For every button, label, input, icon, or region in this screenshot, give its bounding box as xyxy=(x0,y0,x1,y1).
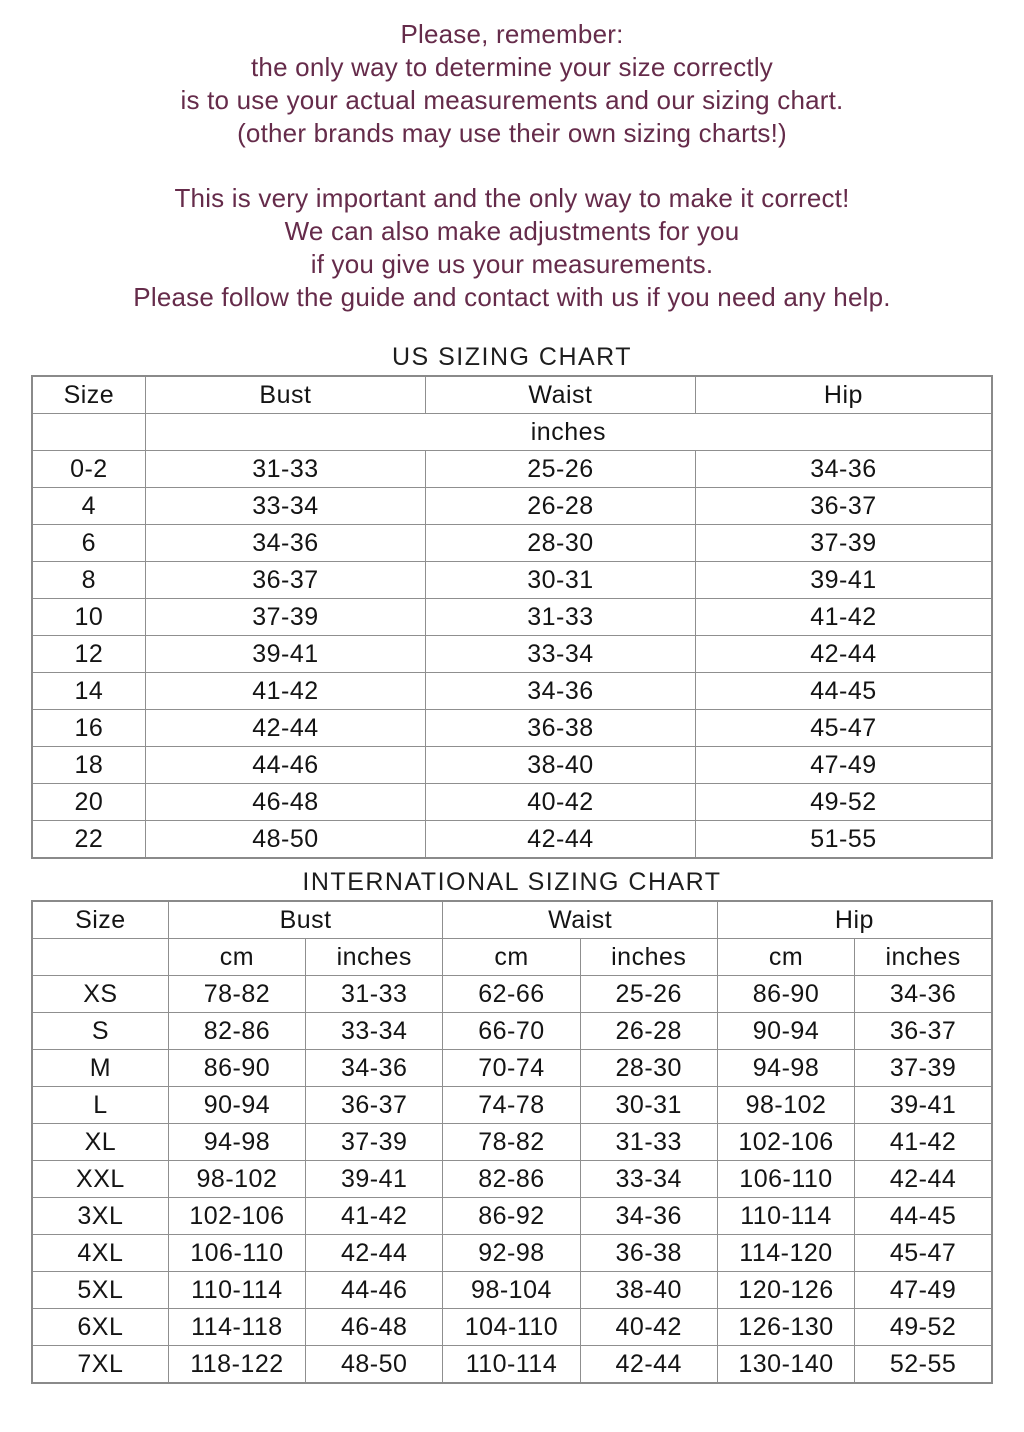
measurement-cell: 44-46 xyxy=(306,1272,443,1309)
measurement-cell: 48-50 xyxy=(145,821,425,859)
measurement-cell: 49-52 xyxy=(855,1309,992,1346)
table-row xyxy=(32,636,992,673)
measurement-cell: 34-36 xyxy=(855,976,992,1013)
table-row xyxy=(32,1309,992,1346)
measurement-cell: 33-34 xyxy=(145,488,425,525)
measurement-cell: 25-26 xyxy=(426,451,696,488)
measurement-cell: 82-86 xyxy=(443,1161,580,1198)
measurement-cell: 120-126 xyxy=(717,1272,854,1309)
measurement-cell: 36-37 xyxy=(145,562,425,599)
measurement-cell: 39-41 xyxy=(145,636,425,673)
measurement-cell: 33-34 xyxy=(426,636,696,673)
column-header-waist: Waist xyxy=(443,901,718,939)
measurement-cell: 62-66 xyxy=(443,976,580,1013)
size-cell: XL xyxy=(32,1124,168,1161)
measurement-cell: 86-90 xyxy=(168,1050,305,1087)
size-cell: 14 xyxy=(32,673,145,710)
measurement-cell: 74-78 xyxy=(443,1087,580,1124)
us-sizing-table xyxy=(31,375,993,859)
size-cell: 20 xyxy=(32,784,145,821)
intl-chart-title: INTERNATIONAL SIZING CHART xyxy=(302,868,722,896)
table-row xyxy=(32,673,992,710)
intro-line: Please follow the guide and contact with us if you need any help. xyxy=(133,282,891,312)
column-header-bust: Bust xyxy=(168,901,443,939)
size-cell: 6 xyxy=(32,525,145,562)
measurement-cell: 26-28 xyxy=(426,488,696,525)
table-row xyxy=(32,1346,992,1384)
size-cell: 18 xyxy=(32,747,145,784)
table-row xyxy=(32,599,992,636)
measurement-cell: 49-52 xyxy=(695,784,992,821)
size-cell: 10 xyxy=(32,599,145,636)
measurement-cell: 41-42 xyxy=(855,1124,992,1161)
measurement-cell: 40-42 xyxy=(580,1309,717,1346)
us-table-body xyxy=(32,451,992,859)
measurement-cell: 37-39 xyxy=(306,1124,443,1161)
unit-label-inches: inches xyxy=(306,939,443,976)
measurement-cell: 34-36 xyxy=(695,451,992,488)
measurement-cell: 106-110 xyxy=(168,1235,305,1272)
table-row xyxy=(32,710,992,747)
measurement-cell: 42-44 xyxy=(695,636,992,673)
measurement-cell: 102-106 xyxy=(717,1124,854,1161)
measurement-cell: 47-49 xyxy=(695,747,992,784)
table-row xyxy=(32,1087,992,1124)
international-sizing-table xyxy=(31,900,993,1384)
intl-header-row xyxy=(32,901,992,939)
measurement-cell: 36-38 xyxy=(426,710,696,747)
unit-label-inches: inches xyxy=(580,939,717,976)
unit-label-cm: cm xyxy=(717,939,854,976)
measurement-cell: 78-82 xyxy=(168,976,305,1013)
measurement-cell: 118-122 xyxy=(168,1346,305,1384)
measurement-cell: 104-110 xyxy=(443,1309,580,1346)
table-row xyxy=(32,747,992,784)
measurement-cell: 110-114 xyxy=(717,1198,854,1235)
measurement-cell: 52-55 xyxy=(855,1346,992,1384)
measurement-cell: 31-33 xyxy=(426,599,696,636)
measurement-cell: 92-98 xyxy=(443,1235,580,1272)
measurement-cell: 70-74 xyxy=(443,1050,580,1087)
us-chart-title: US SIZING CHART xyxy=(391,343,633,371)
size-cell: XS xyxy=(32,976,168,1013)
size-cell: L xyxy=(32,1087,168,1124)
table-row xyxy=(32,525,992,562)
us-unit-row xyxy=(32,414,992,451)
measurement-cell: 34-36 xyxy=(145,525,425,562)
table-row xyxy=(32,562,992,599)
column-header-size: Size xyxy=(32,901,168,939)
table-row xyxy=(32,1235,992,1272)
intl-unit-row xyxy=(32,939,992,976)
measurement-cell: 31-33 xyxy=(145,451,425,488)
measurement-cell: 38-40 xyxy=(426,747,696,784)
measurement-cell: 37-39 xyxy=(145,599,425,636)
measurement-cell: 110-114 xyxy=(443,1346,580,1384)
measurement-cell: 31-33 xyxy=(580,1124,717,1161)
size-cell: 16 xyxy=(32,710,145,747)
measurement-cell: 45-47 xyxy=(695,710,992,747)
measurement-cell: 126-130 xyxy=(717,1309,854,1346)
measurement-cell: 42-44 xyxy=(306,1235,443,1272)
measurement-cell: 30-31 xyxy=(426,562,696,599)
measurement-cell: 28-30 xyxy=(580,1050,717,1087)
column-header-hip: Hip xyxy=(717,901,992,939)
intro-paragraph-gap xyxy=(0,150,1024,182)
size-cell: 4 xyxy=(32,488,145,525)
intl-table-body xyxy=(32,976,992,1384)
measurement-cell: 33-34 xyxy=(306,1013,443,1050)
measurement-cell: 39-41 xyxy=(306,1161,443,1198)
column-header-hip: Hip xyxy=(695,376,992,414)
size-cell: 0-2 xyxy=(32,451,145,488)
measurement-cell: 106-110 xyxy=(717,1161,854,1198)
intro-line: the only way to determine your size correctly xyxy=(251,52,773,82)
intro-line: (other brands may use their own sizing charts!) xyxy=(237,118,787,148)
measurement-cell: 66-70 xyxy=(443,1013,580,1050)
size-cell: 8 xyxy=(32,562,145,599)
measurement-cell: 44-46 xyxy=(145,747,425,784)
measurement-cell: 41-42 xyxy=(695,599,992,636)
measurement-cell: 48-50 xyxy=(306,1346,443,1384)
size-cell: 6XL xyxy=(32,1309,168,1346)
measurement-cell: 42-44 xyxy=(580,1346,717,1384)
size-cell: 5XL xyxy=(32,1272,168,1309)
measurement-cell: 130-140 xyxy=(717,1346,854,1384)
measurement-cell: 38-40 xyxy=(580,1272,717,1309)
measurement-cell: 90-94 xyxy=(168,1087,305,1124)
measurement-cell: 94-98 xyxy=(168,1124,305,1161)
unit-label-inches: inches xyxy=(855,939,992,976)
measurement-cell: 33-34 xyxy=(580,1161,717,1198)
size-cell: 7XL xyxy=(32,1346,168,1384)
measurement-cell: 36-37 xyxy=(695,488,992,525)
empty-cell xyxy=(32,939,168,976)
table-row xyxy=(32,488,992,525)
measurement-cell: 44-45 xyxy=(695,673,992,710)
measurement-cell: 36-37 xyxy=(306,1087,443,1124)
measurement-cell: 44-45 xyxy=(855,1198,992,1235)
measurement-cell: 25-26 xyxy=(580,976,717,1013)
intro-text-block xyxy=(0,18,1024,314)
table-row xyxy=(32,1050,992,1087)
intro-line: is to use your actual measurements and our sizing chart. xyxy=(180,85,844,115)
measurement-cell: 51-55 xyxy=(695,821,992,859)
size-cell: M xyxy=(32,1050,168,1087)
measurement-cell: 86-92 xyxy=(443,1198,580,1235)
unit-label: inches xyxy=(145,414,992,451)
table-row xyxy=(32,784,992,821)
measurement-cell: 114-120 xyxy=(717,1235,854,1272)
measurement-cell: 26-28 xyxy=(580,1013,717,1050)
table-row xyxy=(32,1013,992,1050)
intro-line: Please, remember: xyxy=(400,19,624,49)
measurement-cell: 46-48 xyxy=(306,1309,443,1346)
measurement-cell: 39-41 xyxy=(695,562,992,599)
measurement-cell: 45-47 xyxy=(855,1235,992,1272)
measurement-cell: 86-90 xyxy=(717,976,854,1013)
column-header-size: Size xyxy=(32,376,145,414)
table-row xyxy=(32,1198,992,1235)
measurement-cell: 46-48 xyxy=(145,784,425,821)
measurement-cell: 94-98 xyxy=(717,1050,854,1087)
measurement-cell: 82-86 xyxy=(168,1013,305,1050)
measurement-cell: 110-114 xyxy=(168,1272,305,1309)
measurement-cell: 34-36 xyxy=(306,1050,443,1087)
measurement-cell: 98-104 xyxy=(443,1272,580,1309)
measurement-cell: 102-106 xyxy=(168,1198,305,1235)
measurement-cell: 47-49 xyxy=(855,1272,992,1309)
measurement-cell: 28-30 xyxy=(426,525,696,562)
measurement-cell: 98-102 xyxy=(717,1087,854,1124)
column-header-waist: Waist xyxy=(426,376,696,414)
measurement-cell: 98-102 xyxy=(168,1161,305,1198)
measurement-cell: 42-44 xyxy=(145,710,425,747)
empty-cell xyxy=(32,414,145,451)
measurement-cell: 42-44 xyxy=(426,821,696,859)
size-cell: 12 xyxy=(32,636,145,673)
measurement-cell: 36-37 xyxy=(855,1013,992,1050)
intro-line: if you give us your measurements. xyxy=(310,249,714,279)
table-row xyxy=(32,821,992,859)
table-row xyxy=(32,451,992,488)
unit-label-cm: cm xyxy=(443,939,580,976)
measurement-cell: 114-118 xyxy=(168,1309,305,1346)
measurement-cell: 39-41 xyxy=(855,1087,992,1124)
measurement-cell: 41-42 xyxy=(145,673,425,710)
us-header-row xyxy=(32,376,992,414)
measurement-cell: 78-82 xyxy=(443,1124,580,1161)
size-cell: 4XL xyxy=(32,1235,168,1272)
measurement-cell: 42-44 xyxy=(855,1161,992,1198)
measurement-cell: 30-31 xyxy=(580,1087,717,1124)
intro-line: This is very important and the only way to make it correct! xyxy=(174,183,850,213)
measurement-cell: 37-39 xyxy=(855,1050,992,1087)
intro-line: We can also make adjustments for you xyxy=(284,216,740,246)
measurement-cell: 36-38 xyxy=(580,1235,717,1272)
table-row xyxy=(32,1124,992,1161)
measurement-cell: 40-42 xyxy=(426,784,696,821)
size-cell: XXL xyxy=(32,1161,168,1198)
measurement-cell: 90-94 xyxy=(717,1013,854,1050)
unit-label-cm: cm xyxy=(168,939,305,976)
measurement-cell: 37-39 xyxy=(695,525,992,562)
size-cell: S xyxy=(32,1013,168,1050)
table-row xyxy=(32,1161,992,1198)
size-cell: 3XL xyxy=(32,1198,168,1235)
column-header-bust: Bust xyxy=(145,376,425,414)
measurement-cell: 41-42 xyxy=(306,1198,443,1235)
table-row xyxy=(32,1272,992,1309)
measurement-cell: 34-36 xyxy=(426,673,696,710)
size-cell: 22 xyxy=(32,821,145,859)
measurement-cell: 31-33 xyxy=(306,976,443,1013)
measurement-cell: 34-36 xyxy=(580,1198,717,1235)
table-row xyxy=(32,976,992,1013)
